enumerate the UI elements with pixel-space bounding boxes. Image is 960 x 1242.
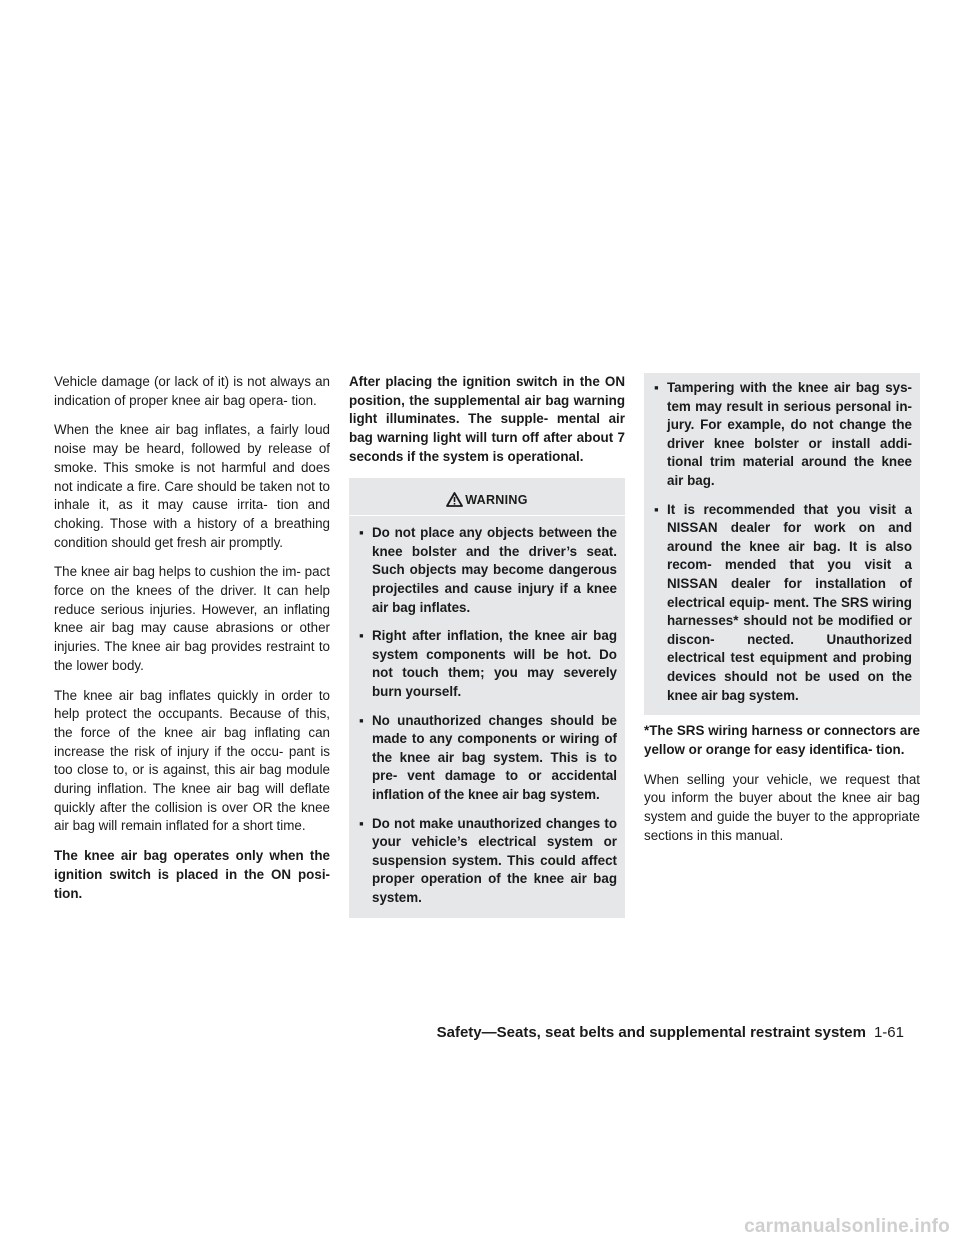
warning-triangle-icon	[446, 492, 463, 507]
paragraph-warning-light: After placing the ignition switch in the ON position, the supplemental air bag warning light illuminates. The supple- mental air bag warning light will turn off after about 7 seconds if the system is operational.	[349, 374, 625, 464]
paragraph-damage-indication: Vehicle damage (or lack of it) is not always an indication of proper knee air bag opera- tion.	[54, 374, 330, 408]
warning-item-hot-components: ▪ Right after inflation, the knee air bag system components will be hot. Do not touch them; you may severely burn yourself.	[357, 627, 617, 701]
paragraph-inflation-smoke: When the knee air bag inflates, a fairly loud noise may be heard, followed by release of smoke. This smoke is not harmful and does not indicate a fire. Care should be taken not to inhale it, as it may cause irrita- tion and choking. Those with a history of a breathing condition should get fresh air promptly.	[54, 422, 330, 550]
warning-list-continued	[644, 373, 920, 715]
warning-list	[349, 516, 625, 917]
warning-box-continued	[644, 373, 920, 715]
warning-title: WARNING	[465, 492, 528, 507]
warning-item-objects: ▪ Do not place any objects between the knee bolster and the driver’s seat. Such objects may become dangerous projectiles and cause injury if a knee air bag inflates.	[357, 524, 617, 617]
paragraph-inflates-quickly: The knee air bag inflates quickly in order to help protect the occupants. Because of this, the force of the knee air bag inflating can increase the risk of injury if the occu- pant is too close to, or is against, this air bag module during inflation. The knee air bag will deflate quickly after the collision is over OR the knee air bag will remain inflated for a short time.	[54, 687, 330, 834]
warning-item-visit-dealer: ▪ It is recommended that you visit a NISSAN dealer for work on and around the knee air bag. It is also recom- mended that you visit a NISSAN dealer for installation of electrical equip- ment. The SRS wiring harnesses* should not be modified or discon- nected. Unauthorized electrical test equipment and probing devices should not be used on the knee air bag system.	[652, 501, 912, 706]
warning-item-unauthorized-changes: ▪ No unauthorized changes should be made to any components or wiring of the knee air bag system. This is to pre- vent damage to or accidental inflation of the knee air bag system.	[357, 712, 617, 805]
paragraph-srs-harness-note: *The SRS wiring harness or connectors are yellow or orange for easy identifica- tion.	[644, 723, 920, 757]
column-right	[644, 373, 920, 856]
warning-header	[349, 478, 625, 517]
section-title: Safety—Seats, seat belts and supplemental restraint system	[436, 1024, 866, 1041]
watermark: carmanualsonline.info	[744, 1216, 950, 1237]
warning-item-tampering: ▪ Tampering with the knee air bag sys- tem may result in serious personal in- jury. For example, do not change the driver knee bolster or install addi- tional trim material around the knee air bag.	[652, 379, 912, 491]
page-number: 1-61	[873, 1024, 904, 1041]
paragraph-selling-vehicle: When selling your vehicle, we request that you inform the buyer about the knee air bag system and guide the buyer to the appropriate sections in this manual.	[644, 771, 920, 843]
warning-box	[349, 478, 625, 918]
page-footer	[437, 1024, 904, 1041]
paragraph-operates-on-position: The knee air bag operates only when the ignition switch is placed in the ON posi- tion.	[54, 848, 330, 901]
column-middle	[349, 373, 625, 918]
paragraph-cushion-knees: The knee air bag helps to cushion the im- pact force on the knees of the driver. It can help reduce serious injuries. However, an inflating knee air bag may cause abrasions or other injuries. The knee air bag provides restraint to the lower body.	[54, 564, 330, 673]
column-left	[54, 373, 330, 914]
warning-item-electrical-system: ▪ Do not make unauthorized changes to your vehicle’s electrical system or suspension system. This could affect proper operation of the knee air bag system.	[357, 815, 617, 908]
